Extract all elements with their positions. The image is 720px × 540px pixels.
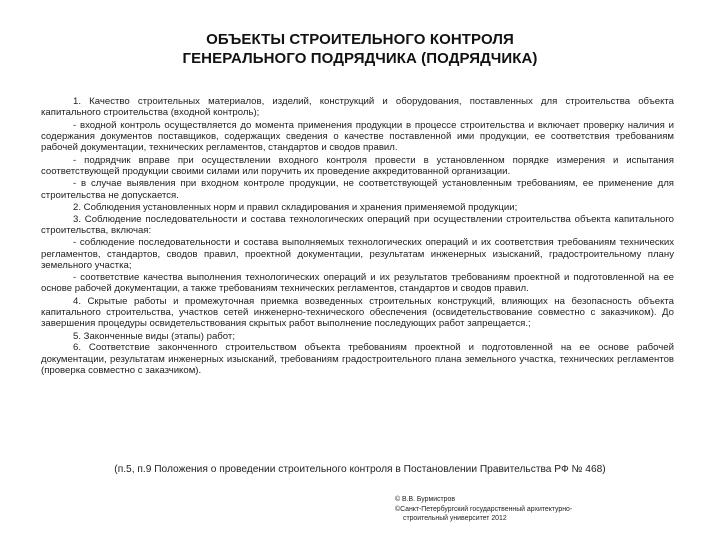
credit-university: ©Санкт-Петербургский государственный архитектурно- — [395, 505, 573, 513]
document-body — [41, 96, 674, 377]
paragraph-item-4: 4. Скрытые работы и промежуточная приемка возведенных строительных конструкций, влияющих на безопасность объекта капитального строительства, участков сетей инженерно-технического обеспечения (освидетельствование совместно с заказчиком). До завершения процедуры освидетельствования скрытых работ выполнение последующих работ запрещается.; — [41, 295, 674, 330]
paragraph-operations-sequence: - соблюдение последовательности и состава выполняемых технологических операций и их соответствия требованиям технических регламентов, стандартов, сводов правил, проектной документации, результатам инженерных изысканий, градостроительному плану земельного участка; — [41, 237, 674, 271]
credit-university-year: строительный университет 2012 — [403, 515, 507, 523]
page-title-line-1: ОБЪЕКТЫ СТРОИТЕЛЬНОГО КОНТРОЛЯ — [206, 31, 514, 48]
paragraph-item-2: 2. Соблюдения установленных норм и правил складирования и хранения применяемой продукции; — [73, 202, 518, 214]
paragraph-input-control-scope: - входной контроль осуществляется до момента применения продукции в процессе строительства и включает проверку наличия и содержания документов поставщиков, содержащих сведения о качестве поставленной ими продукции, ее соответствия требованиям рабочей документации, технических регламентов, стандартов и сводов правил. — [41, 119, 674, 154]
paragraph-item-1: 1. Качество строительных материалов, изделий, конструкций и оборудования, поставленных для строительства объекта капитального строительства (входной контроль); — [41, 96, 674, 119]
paragraph-operations-quality: - соответствие качества выполнения технологических операций и их результатов требованиям проектной и подготовленной на ее основе рабочей документации, а также требованиям технических регламентов, стандартов и сводов правил. — [41, 272, 674, 295]
credit-author: © В.В. Бурмистров — [395, 496, 456, 503]
paragraph-item-6: 6. Соответствие законченного строительством объекта требованиям проектной и подготовленной на ее основе рабочей документации, результатам инженерных изысканий, требованиям градостроительного плана земельного участка, технических регламентов (проверка совместно с заказчиком). — [41, 342, 674, 376]
page-title-line-2: ГЕНЕРАЛЬНОГО ПОДРЯДЧИКА (ПОДРЯДЧИКА) — [182, 50, 538, 67]
legal-citation: (п.5, п.9 Положения о проведении строительного контроля в Постановлении Правительства РФ № 468) — [114, 464, 606, 475]
paragraph-input-control-rejection: - в случае выявления при входном контроле продукции, не соответствующей установленным требованиям, ее применение для строительства не допускается. — [41, 178, 674, 201]
copyright-credits — [395, 495, 625, 524]
paragraph-item-5: 5. Законченные виды (этапы) работ; — [73, 330, 235, 342]
paragraph-input-control-testing: - подрядчик вправе при осуществлении входного контроля провести в установленном порядке измерения и испытания соответствующей продукции своими силами или поручить их проведение аккредитованной организации. — [41, 154, 674, 177]
page-title — [0, 30, 720, 68]
paragraph-item-3: 3. Соблюдение последовательности и состава технологических операций при осуществлении строительства объекта капитального строительства, включая: — [41, 213, 674, 236]
